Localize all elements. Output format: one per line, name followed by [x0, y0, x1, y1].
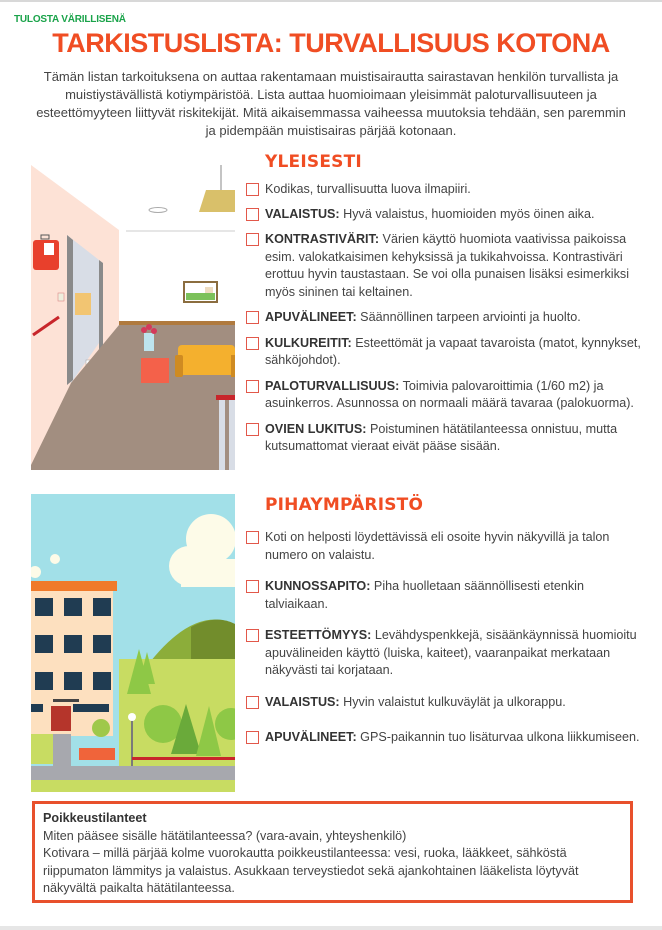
checklist-item: [246, 231, 646, 301]
checkbox[interactable]: [246, 531, 259, 544]
hallway-interior-illustration: [31, 165, 235, 470]
item-text: OVIEN LUKITUS: Poistuminen hätätilanteessa onnistuu, mutta kutsumattomat vieraat eivät pääse sisään.: [265, 421, 618, 453]
checklist-item: [246, 627, 646, 680]
emergency-info-box: [32, 801, 633, 903]
item-text: KULKUREITIT: Esteettömät ja vapaat tavaroista (matot, kynnykset, sähköjohdot).: [265, 335, 641, 367]
checklist-item: [246, 729, 646, 747]
checkbox[interactable]: [246, 629, 259, 642]
top-divider: [0, 0, 662, 2]
section-title-yleisesti: YLEISESTI: [265, 152, 362, 172]
checkbox[interactable]: [246, 580, 259, 593]
checkbox[interactable]: [246, 337, 259, 350]
item-text: APUVÄLINEET: GPS-paikannin tuo lisäturvaa ulkona liikkumiseen.: [265, 730, 640, 744]
checklist-item: [246, 694, 646, 712]
checklist-yleisesti: [246, 181, 646, 456]
emergency-heading: Poikkeustilanteet: [43, 811, 147, 825]
checkbox[interactable]: [246, 731, 259, 744]
intro-paragraph: Tämän listan tarkoituksena on auttaa rakentamaan muistisairautta sairastavan henkilön turvallista ja muistiystävällistä kotiympäristöä. Lista auttaa huomioimaan yleisimmät paloturvallisuuteen ja esteettömyyteen liittyvät riskitekijät. Mitä aikaisemmassa vaiheessa muutoksia tehdään, sen paremmin ja pidempään muistisairas pärjää kotonaan.: [36, 69, 626, 138]
checkbox[interactable]: [246, 696, 259, 709]
bottom-divider: [0, 926, 662, 930]
checklist-item: [246, 335, 646, 370]
emergency-line-1: Miten pääsee sisälle hätätilanteessa? (vara-avain, yhteyshenkilö): [43, 828, 407, 843]
checklist-item: [246, 309, 646, 327]
checklist-item: [246, 578, 646, 613]
checkbox[interactable]: [246, 311, 259, 324]
checkbox[interactable]: [246, 423, 259, 436]
emergency-line-2: Kotivara – millä pärjää kolme vuorokautta poikkeustilanteessa: vesi, ruoka, lääkkeet, sähköstä riippumaton lämmitys ja valaistus. Asukkaan terveystiedot sekä ajankohtainen lääkelista löytyvät näkyvältä paikalta hätätilanteessa.: [43, 846, 579, 895]
item-text: APUVÄLINEET: Säännöllinen tarpeen arviointi ja huolto.: [265, 310, 581, 324]
checklist-item: [246, 529, 646, 564]
checklist-item: [246, 206, 646, 224]
item-text: VALAISTUS: Hyvä valaistus, huomioiden myös öinen aika.: [265, 206, 595, 221]
checkbox[interactable]: [246, 208, 259, 221]
item-text: VALAISTUS: Hyvin valaistut kulkuväylät ja ulkorappu.: [265, 694, 566, 709]
checkbox[interactable]: [246, 233, 259, 246]
item-text: KUNNOSSAPITO: Piha huolletaan säännöllisesti etenkin talviaikaan.: [265, 579, 584, 611]
print-in-color-note: TULOSTA VÄRILLISENÄ: [14, 14, 126, 25]
checklist-item: [246, 421, 646, 456]
page-title: TARKISTUSLISTA: TURVALLISUUS KOTONA: [52, 28, 610, 58]
yard-exterior-illustration: [31, 494, 235, 792]
item-text: KONTRASTIVÄRIT: Värien käyttö huomiota vaativissa paikoissa esim. valokatkaisimen kehyksissä ja tukikahvoissa. Kontrastiväri erottuu hyvin taustastaan. Se voi olla punaisen lisäksi esimerkiksi myös sininen tai keltainen.: [265, 232, 630, 299]
checkbox[interactable]: [246, 183, 259, 196]
item-text: PALOTURVALLISUUS: Toimivia palovaroittimia (1/60 m2) ja asuinkerros. Asunnossa on normaali määrä tavaraa (palokuorma).: [265, 378, 634, 410]
item-text: ESTEETTÖMYYS: Levähdyspenkkejä, sisäänkäynnissä huomioitu apuvälineiden käyttö (luiska, kaiteet), vaaranpaikat merkataan näkyvästi tai korjataan.: [265, 628, 637, 677]
checklist-item: [246, 181, 646, 199]
checklist-item: [246, 378, 646, 413]
checklist-pihaymparisto: [246, 529, 646, 747]
section-title-pihaymparisto: PIHAYMPÄRISTÖ: [265, 495, 424, 515]
checkbox[interactable]: [246, 380, 259, 393]
item-text: Koti on helposti löydettävissä eli osoite hyvin näkyvillä ja talon numero on valaistu.: [265, 530, 610, 562]
item-text: Kodikas, turvallisuutta luova ilmapiiri.: [265, 182, 471, 196]
